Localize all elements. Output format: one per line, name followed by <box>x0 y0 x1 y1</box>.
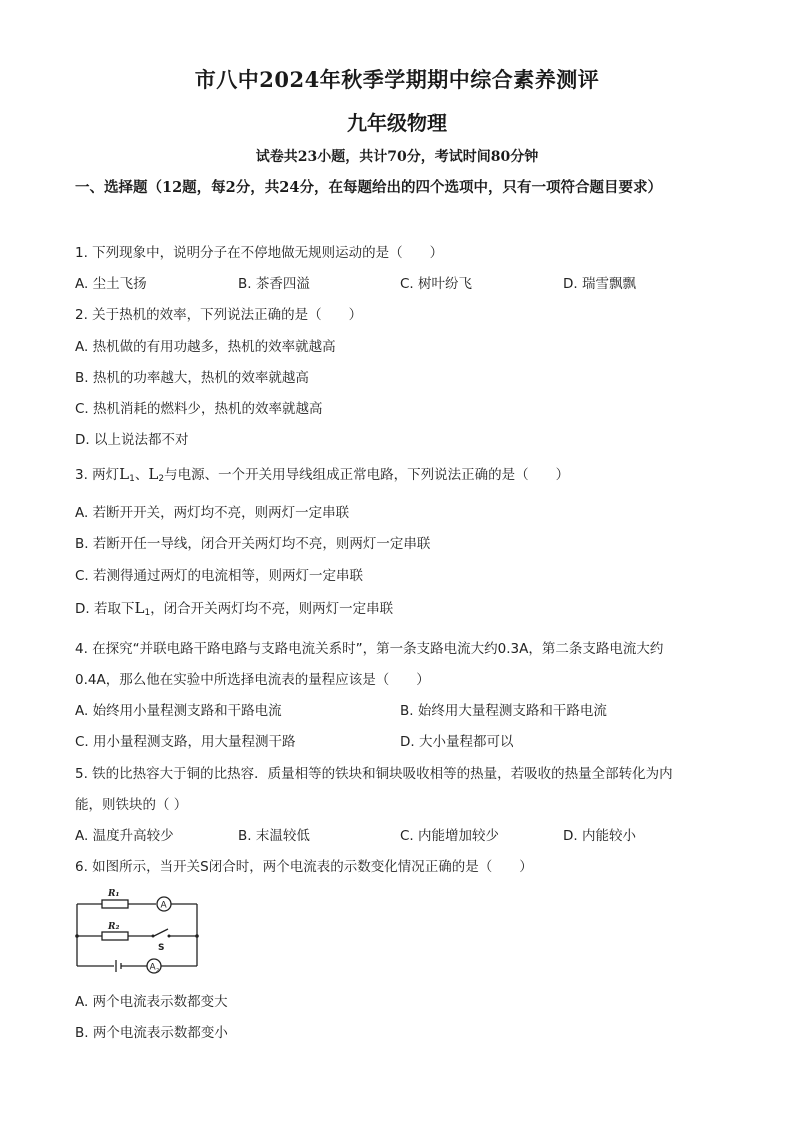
resistor-r1 <box>102 900 128 908</box>
ammeter-a1-label: A <box>160 900 167 911</box>
q3-option-a: A. 若断开开关，两灯均不亮，则两灯一定串联 <box>75 505 350 521</box>
q5-option-b: B. 末温较低 <box>238 828 310 844</box>
q3-option-c: C. 若测得通过两灯的电流相等，则两灯一定串联 <box>75 568 364 584</box>
exam-title: 市八中2024年秋季学期期中综合素养测评 <box>194 67 600 92</box>
q2-option-c: C. 热机消耗的燃料少，热机的效率就越高 <box>75 401 323 417</box>
q2-option-a: A. 热机做的有用功越多，热机的效率就越高 <box>75 339 336 355</box>
q2-stem: 2. 关于热机的效率，下列说法正确的是（ ） <box>75 307 363 323</box>
q2-option-d: D. 以上说法都不对 <box>75 432 189 448</box>
q3-option-d-post: ，闭合开关两灯均不亮，则两灯一定串联 <box>150 601 394 617</box>
lamp-l1-subscript: 1 <box>129 474 135 484</box>
q4-option-b: B. 始终用大量程测支路和干路电流 <box>400 703 607 719</box>
q3-option-d <box>75 597 393 618</box>
q4-stem-line2: 0.4A，那么他在实验中所选择电流表的量程应该是（ ） <box>75 672 430 688</box>
section-heading: 一、选择题（12题，每2分，共24分，在每题给出的四个选项中，只有一项符合题目要求） <box>75 179 662 196</box>
lamp-l2-subscript: 2 <box>158 474 165 484</box>
q5-stem-line1: 5. 铁的比热容大于铜的比热容．质量相等的铁块和铜块吸收相等的热量，若吸收的热量全部转化为内 <box>75 766 673 782</box>
q1-option-d: D. 瑞雪飘飘 <box>563 276 636 292</box>
q1-option-c: C. 树叶纷飞 <box>400 276 473 292</box>
ammeter-a2-subscript: 2 <box>156 968 160 974</box>
q1-stem: 1. 下列现象中，说明分子在不停地做无规则运动的是（ ） <box>75 245 444 261</box>
q3-option-d-pre: D. 若取下 <box>75 601 135 617</box>
q1-option-b: B. 茶香四溢 <box>238 276 310 292</box>
q6-option-a: A. 两个电流表示数都变大 <box>75 994 228 1010</box>
r1-label: R₁ <box>108 889 120 899</box>
q5-option-d: D. 内能较小 <box>563 828 636 844</box>
lamp-l1-symbol: L <box>134 599 145 617</box>
switch-s <box>154 929 168 936</box>
q1-option-a: A. 尘土飞扬 <box>75 276 147 292</box>
exam-info: 试卷共23小题，共计70分，考试时间80分钟 <box>255 149 539 165</box>
q4-option-c: C. 用小量程测支路，用大量程测干路 <box>75 734 296 750</box>
q4-option-d: D. 大小量程都可以 <box>400 734 514 750</box>
r2-label: R₂ <box>108 922 120 932</box>
q5-option-a: A. 温度升高较少 <box>75 828 174 844</box>
lamp-l1-subscript: 1 <box>144 608 151 618</box>
q3-stem <box>75 463 569 484</box>
ammeter-a2-label: A <box>149 962 156 973</box>
q6-option-b: B. 两个电流表示数都变小 <box>75 1025 228 1041</box>
q4-stem-line1: 4. 在探究“并联电路干路电路与支路电流关系时”，第一条支路电流大约0.3A，第二条支路电流大约 <box>75 641 664 657</box>
lamp-l2-symbol: L <box>148 465 159 483</box>
q3-stem-post: 与电源、一个开关用导线组成正常电路，下列说法正确的是（ ） <box>164 467 570 483</box>
switch-label: S <box>158 943 165 953</box>
circuit-diagram <box>70 884 210 976</box>
q3-stem-pre: 3. 两灯 <box>75 467 120 483</box>
q4-option-a: A. 始终用小量程测支路和干路电流 <box>75 703 282 719</box>
q3-separator: 、 <box>134 467 149 483</box>
q5-option-c: C. 内能增加较少 <box>400 828 500 844</box>
q5-stem-line2: 能，则铁块的（ ） <box>75 797 188 813</box>
resistor-r2 <box>102 932 128 940</box>
lamp-l1-symbol: L <box>119 465 130 483</box>
exam-subject: 九年级物理 <box>347 111 447 135</box>
q3-option-b: B. 若断开任一导线，闭合开关两灯均不亮，则两灯一定串联 <box>75 536 431 552</box>
q2-option-b: B. 热机的功率越大，热机的效率就越高 <box>75 370 309 386</box>
q6-stem: 6. 如图所示，当开关S闭合时，两个电流表的示数变化情况正确的是（ ） <box>75 859 533 875</box>
